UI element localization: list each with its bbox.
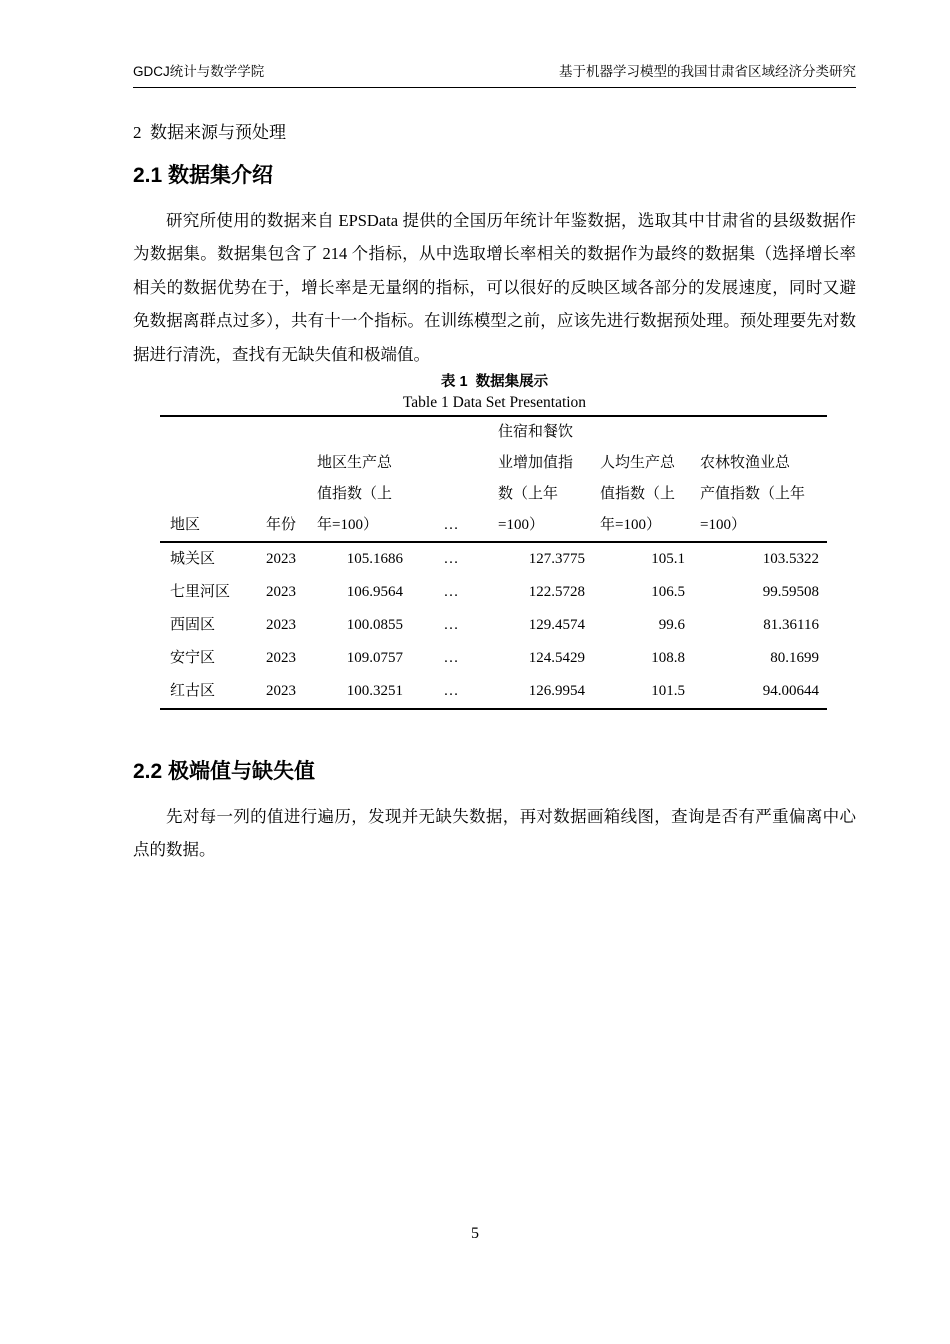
table-cell: 94.00644 xyxy=(762,683,819,700)
table-caption-cn: 表 1 数据集展示 xyxy=(440,374,549,391)
table-cell: … xyxy=(443,650,459,667)
table-cell: 2023 xyxy=(266,584,296,601)
table-cell: 108.8 xyxy=(651,650,685,667)
table-header-line: =100） xyxy=(498,517,544,534)
table-cell: 105.1 xyxy=(651,551,685,568)
table-head xyxy=(160,416,827,542)
table-cell: 126.9954 xyxy=(528,683,585,700)
page-content xyxy=(0,63,950,867)
table-header-line: 年=100） xyxy=(600,517,661,534)
table-header-cell xyxy=(593,416,693,542)
table-cell: … xyxy=(443,683,459,700)
table-header-row xyxy=(160,416,827,542)
table-header-cell xyxy=(693,416,827,542)
table-cell: 七里河区 xyxy=(170,584,231,601)
table-header-cell xyxy=(252,416,310,542)
table-cell: 西固区 xyxy=(170,617,216,634)
page-header xyxy=(133,63,856,88)
data-table xyxy=(160,415,827,710)
table-cell: … xyxy=(443,551,459,568)
table-cell: 127.3775 xyxy=(528,551,585,568)
table-cell: 2023 xyxy=(266,650,296,667)
table-header-line: … xyxy=(443,517,459,534)
table-cell: 100.0855 xyxy=(346,617,403,634)
table-header-line: 年=100） xyxy=(317,517,378,534)
table-cell: 99.59508 xyxy=(762,584,819,601)
section-2-1-title: 2.1 数据集介绍 xyxy=(133,164,274,187)
table-header-line: 农林牧渔业总 xyxy=(700,455,791,472)
table-caption-en: Table 1 Data Set Presentation xyxy=(402,394,587,412)
table-cell: 2023 xyxy=(266,683,296,700)
table-cell: 2023 xyxy=(266,551,296,568)
table-cell: 100.3251 xyxy=(346,683,403,700)
table-header-line: 值指数（上 xyxy=(317,486,393,503)
table-cell: 122.5728 xyxy=(528,584,585,601)
table-cell: 129.4574 xyxy=(528,617,585,634)
page-number: 5 xyxy=(471,1225,479,1242)
table-cell: 105.1686 xyxy=(346,551,403,568)
table-row xyxy=(160,675,827,709)
table-header-line: 人均生产总 xyxy=(600,455,676,472)
table-row xyxy=(160,609,827,642)
table-header-line: 产值指数（上年 xyxy=(700,486,806,503)
section-2-2-paragraph: 先对每一列的值进行遍历，发现并无缺失数据，再对数据画箱线图，查询是否有严重偏离中心点的数据。 xyxy=(133,807,856,860)
table-body xyxy=(160,542,827,709)
table-cell: 124.5429 xyxy=(528,650,585,667)
table-header-cell xyxy=(491,416,593,542)
table-header-line: 年份 xyxy=(265,517,296,534)
table-header-line: 地区生产总 xyxy=(317,455,393,472)
header-right-text: 基于机器学习模型的我国甘肃省区域经济分类研究 xyxy=(559,64,856,79)
table-cell: 80.1699 xyxy=(770,650,819,667)
table-cell: … xyxy=(443,584,459,601)
chapter-heading: 2 数据来源与预处理 xyxy=(133,123,286,142)
table-header-cell xyxy=(160,416,252,542)
table-row xyxy=(160,576,827,609)
table-cell: … xyxy=(443,617,459,634)
table-header-line: =100） xyxy=(700,517,746,534)
table-header-cell xyxy=(310,416,411,542)
table-cell: 101.5 xyxy=(651,683,685,700)
section-2-2-title: 2.2 极端值与缺失值 xyxy=(133,760,316,784)
table-row xyxy=(160,642,827,675)
table-cell: 103.5322 xyxy=(762,551,819,568)
table-cell: 2023 xyxy=(266,617,296,634)
table-cell: 109.0757 xyxy=(346,650,403,667)
table-row xyxy=(160,542,827,576)
header-left-text: GDCJ统计与数学学院 xyxy=(133,64,265,79)
table-header-line: 业增加值指 xyxy=(498,455,574,472)
table-cell: 106.5 xyxy=(651,584,685,601)
table-cell: 106.9564 xyxy=(346,584,403,601)
table-header-line: 数（上年 xyxy=(498,486,559,503)
table-cell: 99.6 xyxy=(658,617,685,634)
table-header-line: 地区 xyxy=(170,517,201,534)
table-cell: 红古区 xyxy=(170,683,216,700)
table-cell: 安宁区 xyxy=(170,650,216,667)
section-2-1-paragraph: 研究所使用的数据来自 EPSData 提供的全国历年统计年鉴数据，选取其中甘肃省的县级数据作为数据集。数据集包含了 214 个指标，从中选取增长率相关的数据作为最终的数据集（选择增长率相关的数据优势在于，增长率是无量纲的指标，可以很好的反映区域各部分的发展速度，同时又避免数据离群点过多），共有十一个指标。在训练模型之前，应该先进行数据预处理。预处理要先对数据进行清洗，查找有无缺失值和极端值。 xyxy=(133,211,856,364)
table-cell: 城关区 xyxy=(170,551,216,568)
table-cell: 81.36116 xyxy=(763,617,819,634)
table-header-line: 住宿和餐饮 xyxy=(498,424,574,441)
table-header-line: 值指数（上 xyxy=(600,486,676,503)
table-header-cell xyxy=(411,416,491,542)
